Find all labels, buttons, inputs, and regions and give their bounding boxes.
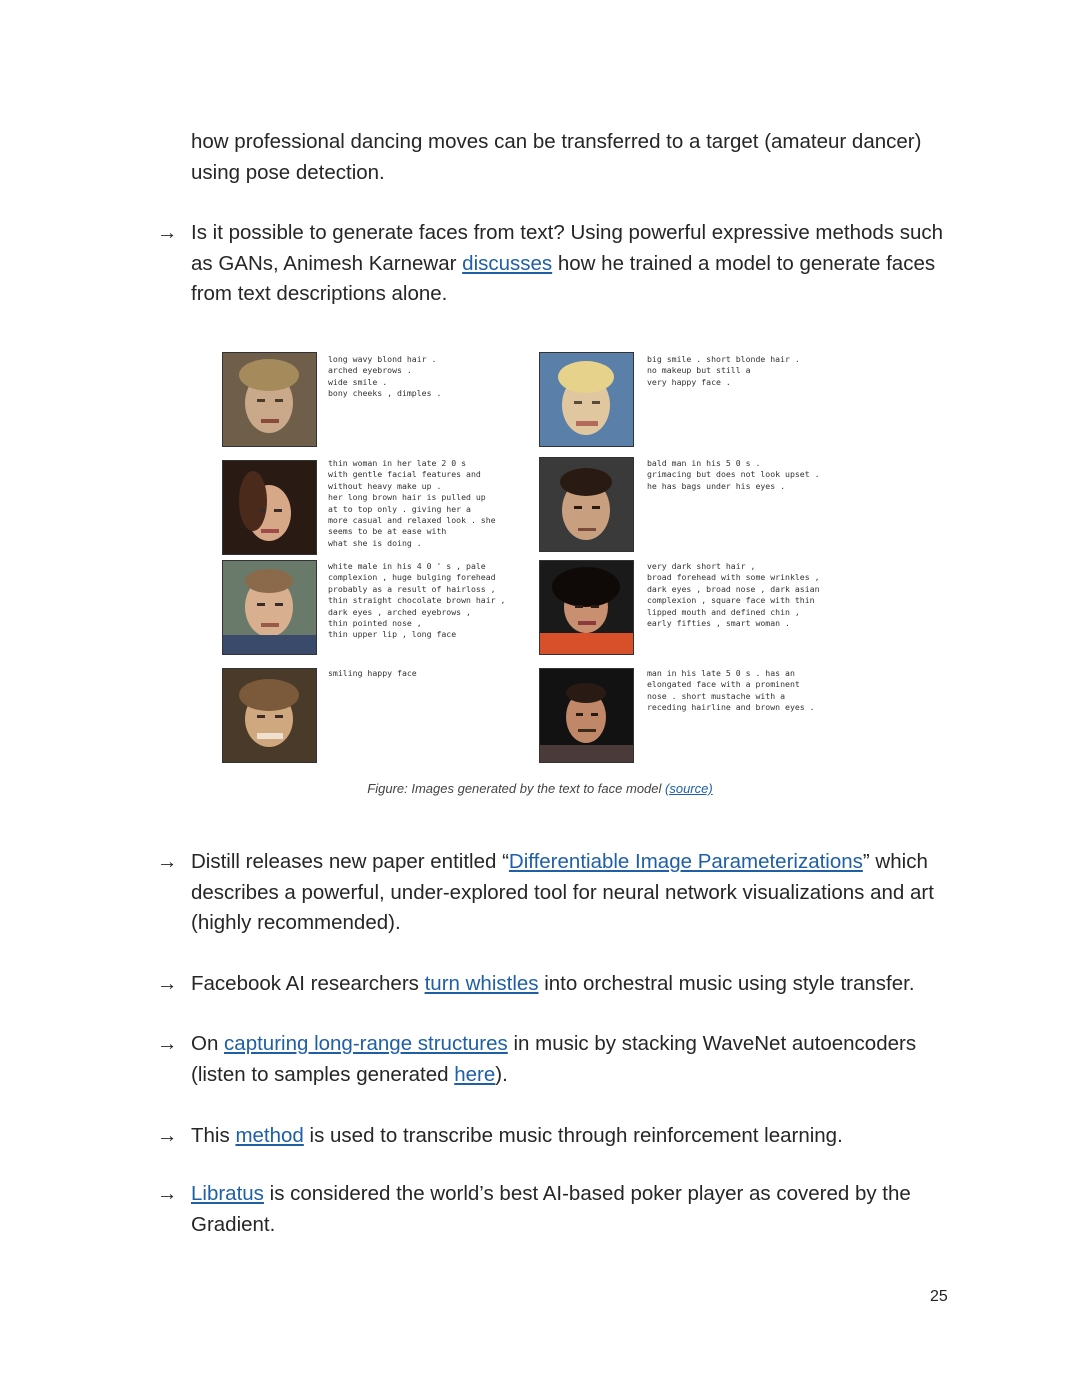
generated-face-image xyxy=(222,460,317,555)
bullet-text-after: ” which describes a powerful, under-explored tool for neural network visualizations and art (highly recommended). xyxy=(191,850,934,934)
generated-face-image xyxy=(222,560,317,655)
text-to-face-figure xyxy=(222,352,862,764)
generated-face-image xyxy=(222,668,317,763)
arrow-icon: → xyxy=(157,850,178,873)
capturing-long-range-structures-link[interactable]: capturing long-range structures xyxy=(224,1032,508,1055)
bullet-text-after: into orchestral music using style transfer. xyxy=(538,972,915,995)
bullet-facebook-whistles xyxy=(157,969,956,1000)
generated-face-image xyxy=(539,457,634,552)
generated-face-image xyxy=(539,668,634,763)
face-caption: bald man in his 5 0 s . grimacing but does not look upset . he has bags under his eyes . xyxy=(647,458,820,491)
here-link[interactable]: here xyxy=(454,1062,496,1086)
bullet-text-before: This xyxy=(191,1124,236,1147)
bullet-faces-from-text xyxy=(157,218,956,310)
discusses-link[interactable]: discusses xyxy=(462,251,553,275)
bullet-text-after: is considered the world’s best AI-based poker player as covered by the Gradient. xyxy=(191,1182,911,1236)
arrow-icon: → xyxy=(157,1124,178,1147)
face-caption: big smile . short blonde hair . no makeup but still a very happy face . xyxy=(647,354,800,387)
face-caption: very dark short hair , broad forehead with some wrinkles , dark eyes , broad nose , dark asian complexion , square face with thin lipped mouth and defined chin , early fifties , smart woman . xyxy=(647,561,820,629)
bullet-text-middle: in music by stacking WaveNet autoencoders (listen to samples generated xyxy=(191,1032,917,1086)
bullet-text-before: Is it possible to generate faces from text? Using powerful expressive methods such as GANs, Animesh Karnewar xyxy=(191,221,944,275)
arrow-icon: → xyxy=(157,221,178,244)
intro-paragraph: how professional dancing moves can be transferred to a target (amateur dancer) using pose detection. xyxy=(191,130,922,184)
figure-caption xyxy=(0,781,1080,796)
generated-face-image xyxy=(539,560,634,655)
method-link[interactable]: method xyxy=(235,1124,304,1147)
bullet-text-before: On xyxy=(191,1032,225,1055)
arrow-icon: → xyxy=(157,972,178,995)
bullet-text-after: is used to transcribe music through reinforcement learning. xyxy=(303,1124,843,1147)
bullet-text-before: Distill releases new paper entitled “ xyxy=(191,850,509,873)
generated-face-image xyxy=(539,352,634,447)
face-caption: man in his late 5 0 s . has an elongated face with a prominent nose . short mustache with a receding hairline and brown eyes . xyxy=(647,668,815,713)
libratus-link[interactable]: Libratus xyxy=(191,1182,264,1205)
face-caption: white male in his 4 0 ' s , pale complexion , huge bulging forehead probably as a result of hairloss , thin straight chocolate brown hair , dark eyes , arched eyebrows , thin pointed nose , thin upper lip , long face xyxy=(328,561,506,640)
bullet-text-after: how he trained a model to generate faces from text descriptions alone. xyxy=(191,251,936,305)
face-caption: long wavy blond hair . arched eyebrows . wide smile . bony cheeks , dimples . xyxy=(328,354,442,399)
bullet-text-before: Facebook AI researchers xyxy=(191,972,425,995)
bullet-libratus xyxy=(157,1179,956,1240)
bullet-text-after: ). xyxy=(495,1062,508,1086)
face-caption: smiling happy face xyxy=(328,668,417,678)
generated-face-image xyxy=(222,352,317,447)
differentiable-image-parameterizations-link[interactable]: Differentiable Image Parameterizations xyxy=(508,850,863,873)
source-link[interactable]: (source) xyxy=(665,781,713,796)
bullet-long-range-structures xyxy=(157,1029,956,1090)
arrow-icon: → xyxy=(157,1182,178,1205)
arrow-icon: → xyxy=(157,1032,178,1055)
bullet-transcribe-music xyxy=(157,1121,956,1152)
face-caption: thin woman in her late 2 0 s with gentle facial features and without heavy make up . her long brown hair is pulled up at to top only . giving her a more casual and relaxed look . she seems to be at ease with what she is doing . xyxy=(328,458,496,548)
figure-caption-text: Figure: Images generated by the text to face model xyxy=(367,781,666,796)
bullet-distill xyxy=(157,847,956,939)
page-number: 25 xyxy=(930,1288,948,1305)
turn-whistles-link[interactable]: turn whistles xyxy=(424,972,539,995)
